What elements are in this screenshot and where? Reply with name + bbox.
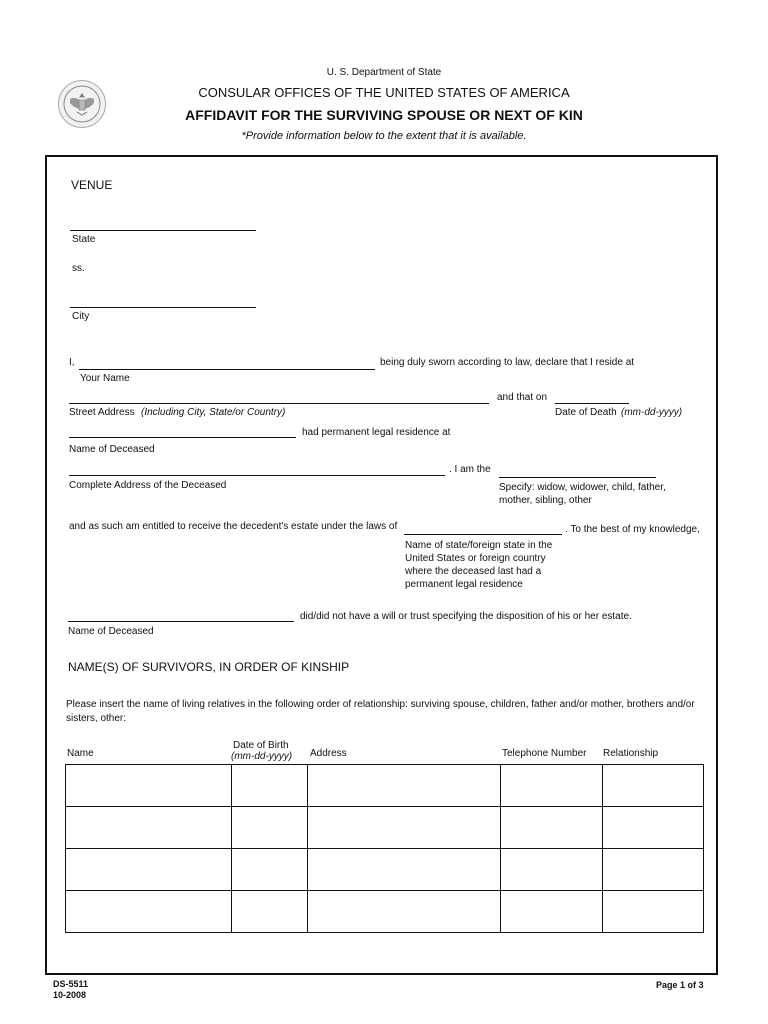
relationship-hint-2: mother, sibling, other — [499, 495, 592, 506]
city-field[interactable] — [70, 307, 256, 308]
deceased-name-field[interactable] — [69, 437, 296, 438]
survivor-relationship-cell[interactable] — [603, 849, 704, 891]
venue-heading: VENUE — [71, 178, 113, 192]
table-row — [66, 807, 704, 849]
table-row — [66, 891, 704, 933]
form-revision-date: 10-2008 — [53, 990, 87, 1000]
will-statement: did/did not have a will or trust specifying the disposition of his or her estate. — [300, 611, 632, 622]
state-of-law-hint-2: United States or foreign country — [405, 553, 546, 564]
i-label: I, — [69, 357, 75, 368]
survivors-instructions-1: Please insert the name of living relatives in the following order of relationship: surviving spouse, children, father and/or mother, brothers and/or — [66, 699, 695, 710]
column-header-name: Name — [67, 748, 94, 759]
deceased-name-label: Name of Deceased — [69, 444, 155, 455]
department-name: U. S. Department of State — [326, 67, 442, 78]
table-row — [66, 849, 704, 891]
survivor-name-cell[interactable] — [66, 765, 232, 807]
state-of-law-field[interactable] — [404, 534, 562, 535]
relationship-field[interactable] — [499, 477, 656, 478]
survivor-telephone-cell[interactable] — [501, 849, 603, 891]
survivor-address-cell[interactable] — [308, 891, 501, 933]
date-of-death-field[interactable] — [555, 403, 629, 404]
survivor-telephone-cell[interactable] — [501, 765, 603, 807]
column-header-dob-format: (mm-dd-yyyy) — [231, 751, 293, 762]
deceased-name-label-2: Name of Deceased — [68, 626, 154, 637]
survivor-address-cell[interactable] — [308, 807, 501, 849]
relationship-hint-1: Specify: widow, widower, child, father, — [499, 482, 666, 493]
survivor-name-cell[interactable] — [66, 807, 232, 849]
column-header-dob: Date of Birth — [233, 740, 289, 751]
survivor-name-cell[interactable] — [66, 849, 232, 891]
table-row — [66, 765, 704, 807]
i-am-the-text: . I am the — [449, 464, 491, 475]
sworn-statement: being duly sworn according to law, declare that I reside at — [380, 357, 635, 368]
survivor-dob-cell[interactable] — [232, 891, 308, 933]
state-of-law-hint-1: Name of state/foreign state in the — [405, 540, 553, 551]
survivor-telephone-cell[interactable] — [501, 807, 603, 849]
date-of-death-label: Date of Death — [555, 407, 617, 418]
page-title: AFFIDAVIT FOR THE SURVIVING SPOUSE OR NEXT OF KIN — [185, 107, 583, 123]
survivor-name-cell[interactable] — [66, 891, 232, 933]
deceased-name-field-2[interactable] — [68, 621, 294, 622]
state-of-law-hint-4: permanent legal residence — [405, 579, 523, 590]
survivor-telephone-cell[interactable] — [501, 891, 603, 933]
form-number: DS-5511 — [53, 979, 89, 989]
survivor-relationship-cell[interactable] — [603, 807, 704, 849]
survivors-heading: NAME(S) OF SURVIVORS, IN ORDER OF KINSHIP — [68, 660, 350, 674]
ss-label: ss. — [72, 263, 85, 274]
survivor-relationship-cell[interactable] — [603, 765, 704, 807]
and-that-on-text: and that on — [497, 392, 548, 403]
residence-text: had permanent legal residence at — [302, 427, 451, 438]
city-label: City — [72, 311, 90, 322]
survivor-dob-cell[interactable] — [232, 849, 308, 891]
survivors-instructions-2: sisters, other: — [66, 713, 127, 724]
your-name-field[interactable] — [79, 369, 375, 370]
consular-offices-title: CONSULAR OFFICES OF THE UNITED STATES OF AMERICA — [198, 85, 570, 100]
state-field[interactable] — [70, 230, 256, 231]
survivor-dob-cell[interactable] — [232, 765, 308, 807]
column-header-address: Address — [310, 748, 347, 759]
availability-note: *Provide information below to the extent that it is available. — [241, 130, 527, 142]
deceased-address-label: Complete Address of the Deceased — [69, 480, 227, 491]
survivor-dob-cell[interactable] — [232, 807, 308, 849]
date-of-death-format: (mm-dd-yyyy) — [621, 407, 683, 418]
deceased-address-field[interactable] — [69, 475, 445, 476]
your-name-label: Your Name — [80, 373, 130, 384]
column-header-telephone: Telephone Number — [502, 748, 587, 759]
survivor-relationship-cell[interactable] — [603, 891, 704, 933]
street-address-hint: (Including City, State/or Country) — [141, 407, 286, 418]
page-number: Page 1 of 3 — [656, 980, 704, 990]
survivor-address-cell[interactable] — [308, 765, 501, 807]
best-knowledge-text: . To the best of my knowledge, — [565, 524, 700, 535]
survivor-address-cell[interactable] — [308, 849, 501, 891]
street-address-label: Street Address — [69, 407, 135, 418]
column-header-relationship: Relationship — [603, 748, 659, 759]
state-of-law-hint-3: where the deceased last had a — [405, 566, 542, 577]
state-label: State — [72, 234, 96, 245]
survivors-table — [65, 764, 704, 933]
entitled-statement: and as such am entitled to receive the decedent's estate under the laws of — [69, 521, 398, 532]
street-address-field[interactable] — [69, 403, 489, 404]
